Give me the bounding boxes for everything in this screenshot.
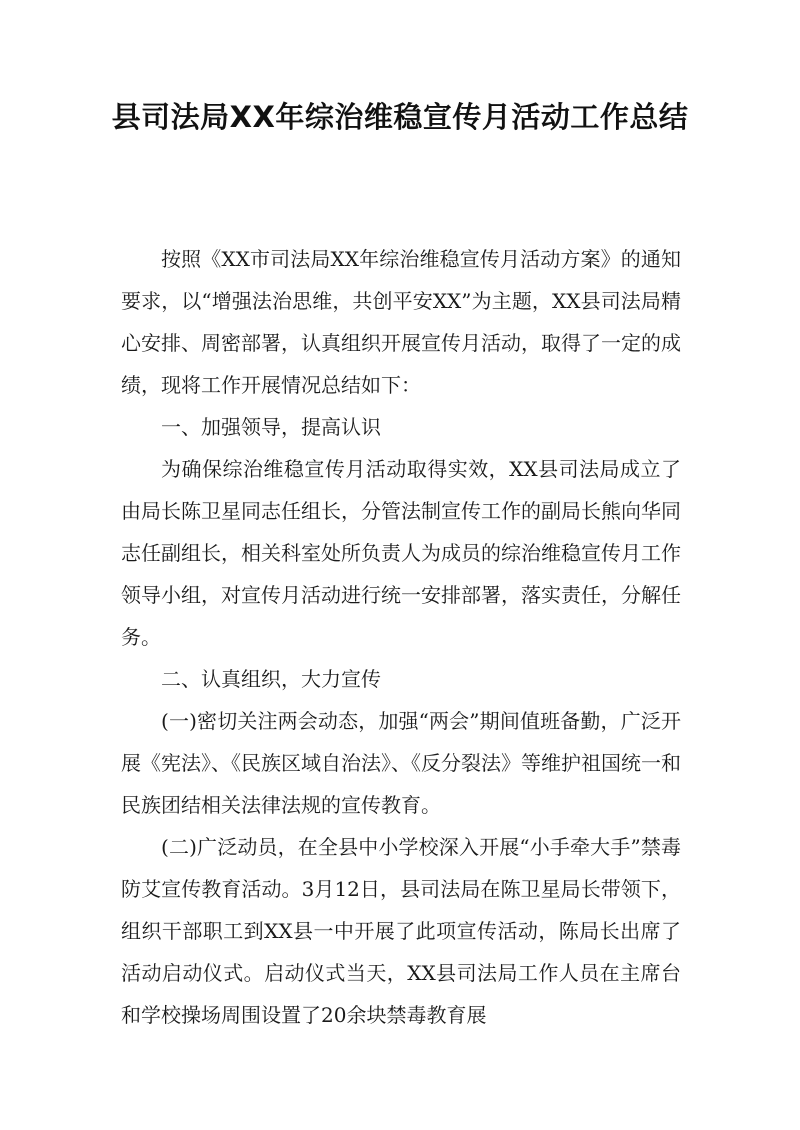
section-heading-1: 一、加强领导，提高认识 [161,415,381,439]
paragraph-item-2: (二)广泛动员，在全县中小学校深入开展“小手牵大手”禁毒防艾宣传教育活动。3月12日，县司法局在陈卫星局长带领下，组织干部职工到XX县一中开展了此项宣传活动，陈局长出席了活动启动仪式。启动仪式当天，XX县司法局工作人员在主席台和学校操场周围设置了20余块禁毒教育展 [121,835,681,1027]
document-title: 县司法局XX年综治维稳宣传月活动工作总结 [111,100,689,134]
paragraph-leadership: 为确保综治维稳宣传月活动取得实效，XX县司法局成立了由局长陈卫星同志任组长，分管法制宣传工作的副局长熊向华同志任副组长，相关科室处所负责人为成员的综治维稳宣传月工作领导小组，对宣传月活动进行统一安排部署，落实责任，分解任务。 [121,457,681,649]
paragraph-item-1: (一)密切关注两会动态，加强“两会”期间值班备勤，广泛开展《宪法》、《民族区域自治法》、《反分裂法》等维护祖国统一和民族团结相关法律法规的宣传教育。 [121,709,681,817]
document-body [121,238,681,1036]
paragraph-intro: 按照《XX市司法局XX年综治维稳宣传月活动方案》的通知要求，以“增强法治思维，共创平安XX”为主题，XX县司法局精心安排、周密部署，认真组织开展宣传月活动，取得了一定的成绩，现将工作开展情况总结如下： [121,247,681,397]
section-heading-2: 二、认真组织，大力宣传 [161,667,381,691]
